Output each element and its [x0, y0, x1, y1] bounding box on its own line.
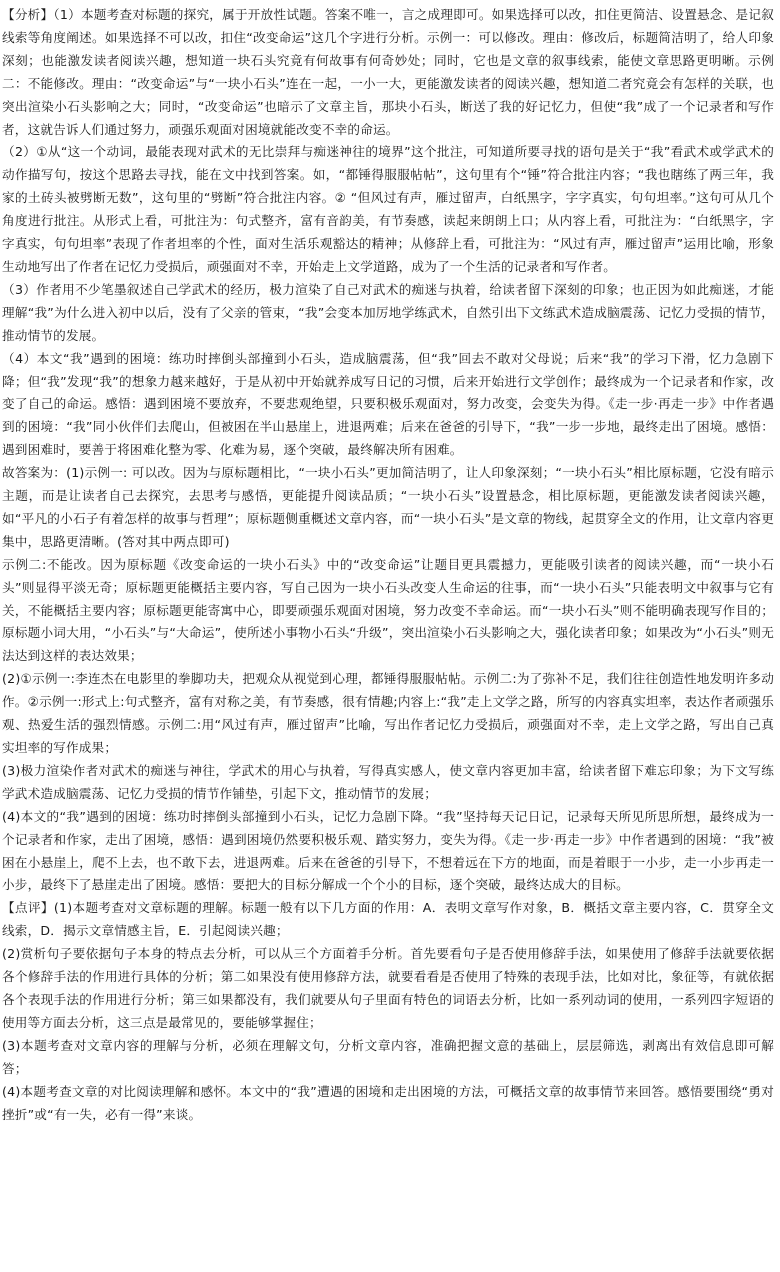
comment-paragraph-2: (2)赏析句子要依据句子本身的特点去分析，可以从三个方面着手分析。首先要看句子是否使用修辞手法，如果使用了修辞手法就要依据各个修辞手法的作用进行具体的分析；第二如果没有使用修辞方法，就要看看是否使用了特殊的表现手法，比如对比，象征等，有就依据各个表现手法的作用进行分析；第三如果都没有，我们就要从句子里面有特色的词语去分析，比如一系列动词的使用，一系列四字短语的使用等方面去分析，这三点是最常见的，要能够掌握住； [2, 946, 774, 1030]
comment-section [2, 897, 774, 1126]
answer-section [2, 462, 774, 897]
answer-paragraph-3: (2)①示例一:李连杰在电影里的拳脚功夫，把观众从视觉到心理，都锤得服服帖帖。示例二:为了弥补不足，我们往往创造性地发明许多动作。②示例一:形式上:句式整齐，富有对称之美，有节奏感，很有情趣;内容上:“我”走上文学之路，所写的内容真实坦率，表达作者顽强乐观、热爱生活的强烈情感。示例二:用“风过有声，雁过留声”比喻，写出作者记忆力受损后，顽强面对不幸，走上文学之路，写出自己真实坦率的写作成果； [2, 671, 774, 755]
answer-paragraph-1: 故答案为：(1)示例一: 可以改。因为与原标题相比，“一块小石头”更加简洁明了，让人印象深刻；“一块小石头”相比原标题，它没有暗示主题，而是让读者自己去探究，去思考与感悟，更能提升阅读品质；“一块小石头”设置悬念，相比原标题，更能激发读者阅读兴趣，如“平凡的小石子有着怎样的故事与哲理”；原标题侧重概述文章内容，而“一块小石头”是文章的物线，起贯穿全文的作用，让文章内容更集中，思路更清晰。(答对其中两点即可) [2, 465, 774, 549]
answer-paragraph-5: (4)本文的“我”遇到的困境：练功时摔倒头部撞到小石头，记忆力急剧下降。“我”坚持每天记日记，记录每天所见所思所想，最终成为一个记录者和作家，走出了困境，感悟：遇到困境仍然要积极乐观、踏实努力，变失为得。《走一步·再走一步》中作者遇到的困境：“我”被困在小悬崖上，爬不上去，也不敢下去，进退两难。后来在爸爸的引导下，不想着远在下方的地面，而是着眼于一小步，走一小步再走一小步，最终下了悬崖走出了困境。感悟：要把大的目标分解成一个个小的目标，逐个突破，最终达成大的目标。 [2, 808, 774, 893]
analysis-section [2, 4, 774, 462]
comment-paragraph-1: 【点评】(1)本题考查对文章标题的理解。标题一般有以下几方面的作用：A．表明文章写作对象，B．概括文章主要内容，C．贯穿全文线索，D．揭示文章情感主旨，E．引起阅读兴趣； [2, 900, 774, 939]
answer-paragraph-4: (3)极力渲染作者对武术的痴迷与神往，学武术的用心与执着，写得真实感人，使文章内容更加丰富，给读者留下难忘印象；为下文写练学武术造成脑震荡、记忆力受损的情节作铺垫，引起下文，推动情节的发展； [2, 762, 774, 801]
comment-paragraph-3: (3)本题考查对文章内容的理解与分析，必须在理解文句，分析文章内容，准确把握文意的基础上，层层筛选，剥离出有效信息即可解答； [2, 1037, 774, 1076]
analysis-paragraph-3: （3）作者用不少笔墨叙述自己学武术的经历，极力渲染了自己对武术的痴迷与执着，给读者留下深刻的印象；也正因为如此痴迷，才能理解“我”为什么进入初中以后，没有了父亲的管束，“我”会变本加厉地学练武术，自然引出下文练武术造成脑震荡、记忆力受损的情节，推动情节的发展。 [2, 281, 774, 343]
analysis-paragraph-1: 【分析】（1）本题考查对标题的探究，属于开放性试题。答案不唯一，言之成理即可。如果选择可以改，扣住更简洁、设置悬念、是记叙线索等角度阐述。如果选择不可以改，扣住“改变命运”这几个字进行分析。示例一：可以修改。理由：修改后，标题简洁明了，给人印象深刻；也能激发读者阅读兴趣，想知道一块石头究竟有何故事有何奇妙处；同时，它也是文章的叙事线索，能使文章思路更明晰。示例二：不能修改。理由：“改变命运”与“一块小石头”连在一起，一小一大，更能激发读者的阅读兴趣，想知道二者究竟会有怎样的关联，也突出渲染小石头影响之大；同时，“改变命运”也暗示了文章主旨，那块小石头，断送了我的好记忆力，但使“我”成了一个记录者和写作者，这就告诉人们通过努力，顽强乐观面对困境就能改变不幸的命运。 [2, 7, 774, 137]
analysis-paragraph-4: （4）本文“我”遇到的困境：练功时摔倒头部撞到小石头，造成脑震荡，但“我”回去不敢对父母说；后来“我”的学习下滑，忆力急剧下降；但“我”发现“我”的想象力越来越好，于是从初中开始就养成写日记的习惯，后来开始进行文学创作；最终成为一个记录者和作家，改变了自己的命运。感悟：遇到困境不要放弃，不要悲观绝望，只要积极乐观面对，努力改变，会变失为得。《走一步·再走一步》中作者遇到的困境：“我”同小伙伴们去爬山，但被困在半山悬崖上，进退两难；后来在爸爸的引导下，“我”一步一步地，最终走出了困境。感悟：遇到困难时，要善于将困难化整为零、化难为易，逐个突破，最终解决所有困难。 [2, 350, 774, 458]
comment-paragraph-4: (4)本题考查文章的对比阅读理解和感怀。本文中的“我”遭遇的困境和走出困境的方法，可概括文章的故事情节来回答。感悟要围绕“勇对挫折”或“有一失，必有一得”来谈。 [2, 1083, 774, 1122]
answer-paragraph-2: 示例二:不能改。因为原标题《改变命运的一块小石头》中的“改变命运”让题目更具震撼力，更能吸引读者的阅读兴趣，而“一块小石头”则显得平淡无奇；原标题更能概括主要内容，写自己因为一块小石头改变人生命运的往事，而“一块小石头”只能表明文中叙事与它有关，不能概括主要内容；原标题更能寄寓中心，即要顽强乐观面对困境，努力改变不幸命运。而“一块小石头”则不能明确表现写作目的；原标题小词大用，“小石头”与“大命运”，使所述小事物小石头“升级”，突出渲染小石头影响之大，强化读者印象；如果改为“小石头”则无法达到这样的表达效果； [2, 556, 774, 664]
analysis-paragraph-2: （2）①从“这一个动词，最能表现对武术的无比崇拜与痴迷神往的境界”这个批注，可知道所要寻找的语句是关于“我”看武术或学武术的动作描写句，按这个思路去寻找，能在文中找到答案。如，“都锤得服服帖帖”，这句里有个“锤”符合批注内容；“我也瞎练了两三年，我家的土砖头被劈断无数”，这句里的“劈断”符合批注内容。② “但风过有声，雁过留声，白纸黑字，字字真实，句句坦率。”这句可从几个角度进行批注。从形式上看，可批注为：句式整齐，富有音韵美，有节奏感，读起来朗朗上口；从内容上看，可批注为：“白纸黑字，字字真实，句句坦率”表现了作者坦率的个性，面对生活乐观豁达的精神；从修辞上看，可批注为：“风过有声，雁过留声”运用比喻，形象生动地写出了作者在记忆力受损后，顽强面对不幸，开始走上文学道路，成为了一个生活的记录者和写作者。 [2, 144, 774, 274]
